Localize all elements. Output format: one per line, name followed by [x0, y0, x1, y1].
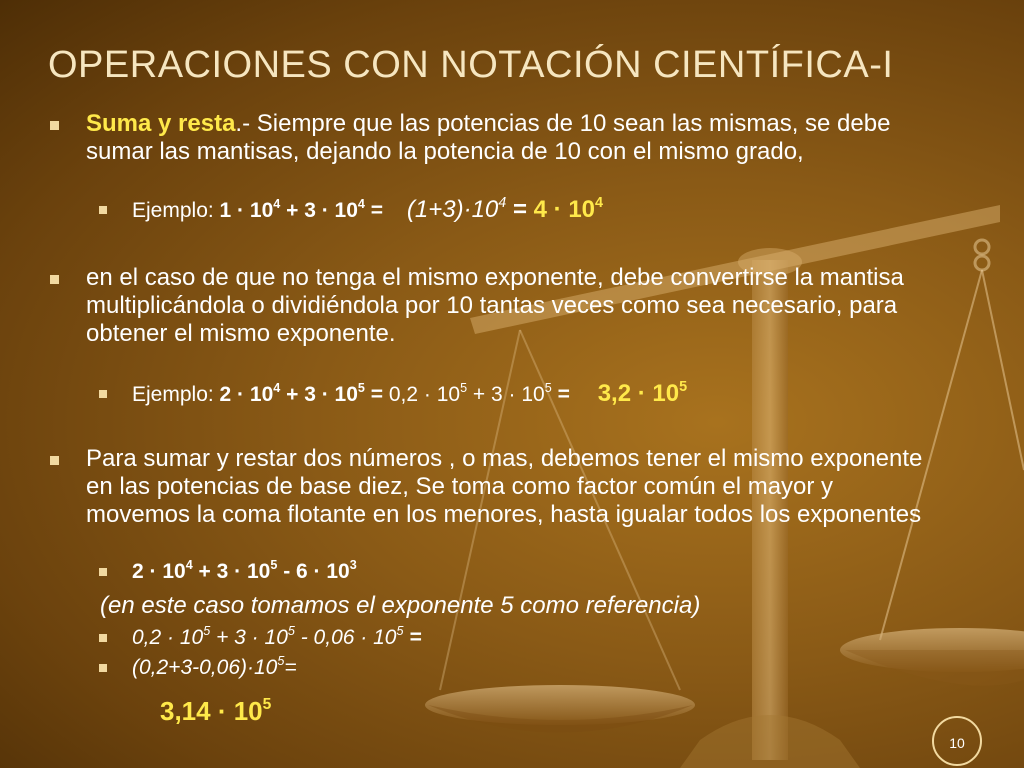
suma-resta-text: .- Siempre que las potencias de 10 sean las mismas, se debe sumar las mantisas, dejando la potencia de 10 con el mismo grado,	[86, 110, 891, 165]
sub-bullet-marker	[99, 206, 107, 214]
bullet-suma-resta	[86, 110, 926, 166]
example-3-converted: $0,2 \cdot 10^5 + 3 \cdot 10^5 - 0,06 \cdot 10^5$ =	[132, 624, 422, 649]
example-1-prefix: Ejemplo:	[132, 199, 220, 222]
example-2-converted: $0,2 \cdot 10^5 + 3 \cdot 10^5$	[388, 381, 552, 406]
sub-bullet-marker	[99, 390, 107, 398]
example-2-equals: =	[551, 383, 576, 406]
sub-bullet-marker	[99, 664, 107, 672]
example-3-factored: $(0,2+3-0,06)\cdot 10^5=$	[132, 654, 297, 679]
page-number: 10	[932, 716, 982, 766]
example-3-expression: $2 \cdot 10^4 + 3 \cdot 10^5 - 6 \cdot 10^3$	[132, 558, 357, 583]
bullet-marker	[50, 456, 59, 465]
example-2	[132, 380, 992, 409]
sub-bullet-marker	[99, 634, 107, 642]
example-2-result: $3,2 \cdot 10^5$	[597, 378, 688, 407]
slide-title: OPERACIONES CON NOTACIÓN CIENTÍFICA-I	[48, 44, 894, 86]
example-2-terms: $2 \cdot 10^4 + 3 \cdot 10^5$ =	[219, 381, 389, 406]
suma-resta-label: Suma y resta	[86, 110, 236, 137]
bullet-marker	[50, 121, 59, 130]
example-1-equals: =	[506, 196, 534, 223]
example-1-term-a: $1 \cdot 10^4 + 3 \cdot 10^4$ =	[219, 197, 384, 222]
example-1	[132, 196, 992, 225]
example-1-result: $4 \cdot 10^4$	[533, 194, 604, 223]
final-result: $3,14 \cdot 10^5$	[160, 696, 272, 726]
reference-note: (en este caso tomamos el exponente 5 como referencia)	[100, 592, 701, 619]
bullet-diferente-exponente: en el caso de que no tenga el mismo exponente, debe convertirse la mantisa multiplicándola o dividiéndola por 10 tantas veces como sea necesario, para obtener el mismo exponente.	[86, 264, 904, 347]
example-1-intermediate: $(1+3)\cdot 10^4$	[406, 194, 507, 223]
sub-bullet-marker	[99, 568, 107, 576]
bullet-marker	[50, 275, 59, 284]
bullet-sumar-restar-varios: Para sumar y restar dos números , o mas, debemos tener el mismo exponente en las potencias de base diez, Se toma como factor común el mayor y movemos la coma flotante en los menores, hasta igualar todos los exponentes	[86, 445, 923, 528]
example-2-prefix: Ejemplo:	[132, 383, 220, 406]
